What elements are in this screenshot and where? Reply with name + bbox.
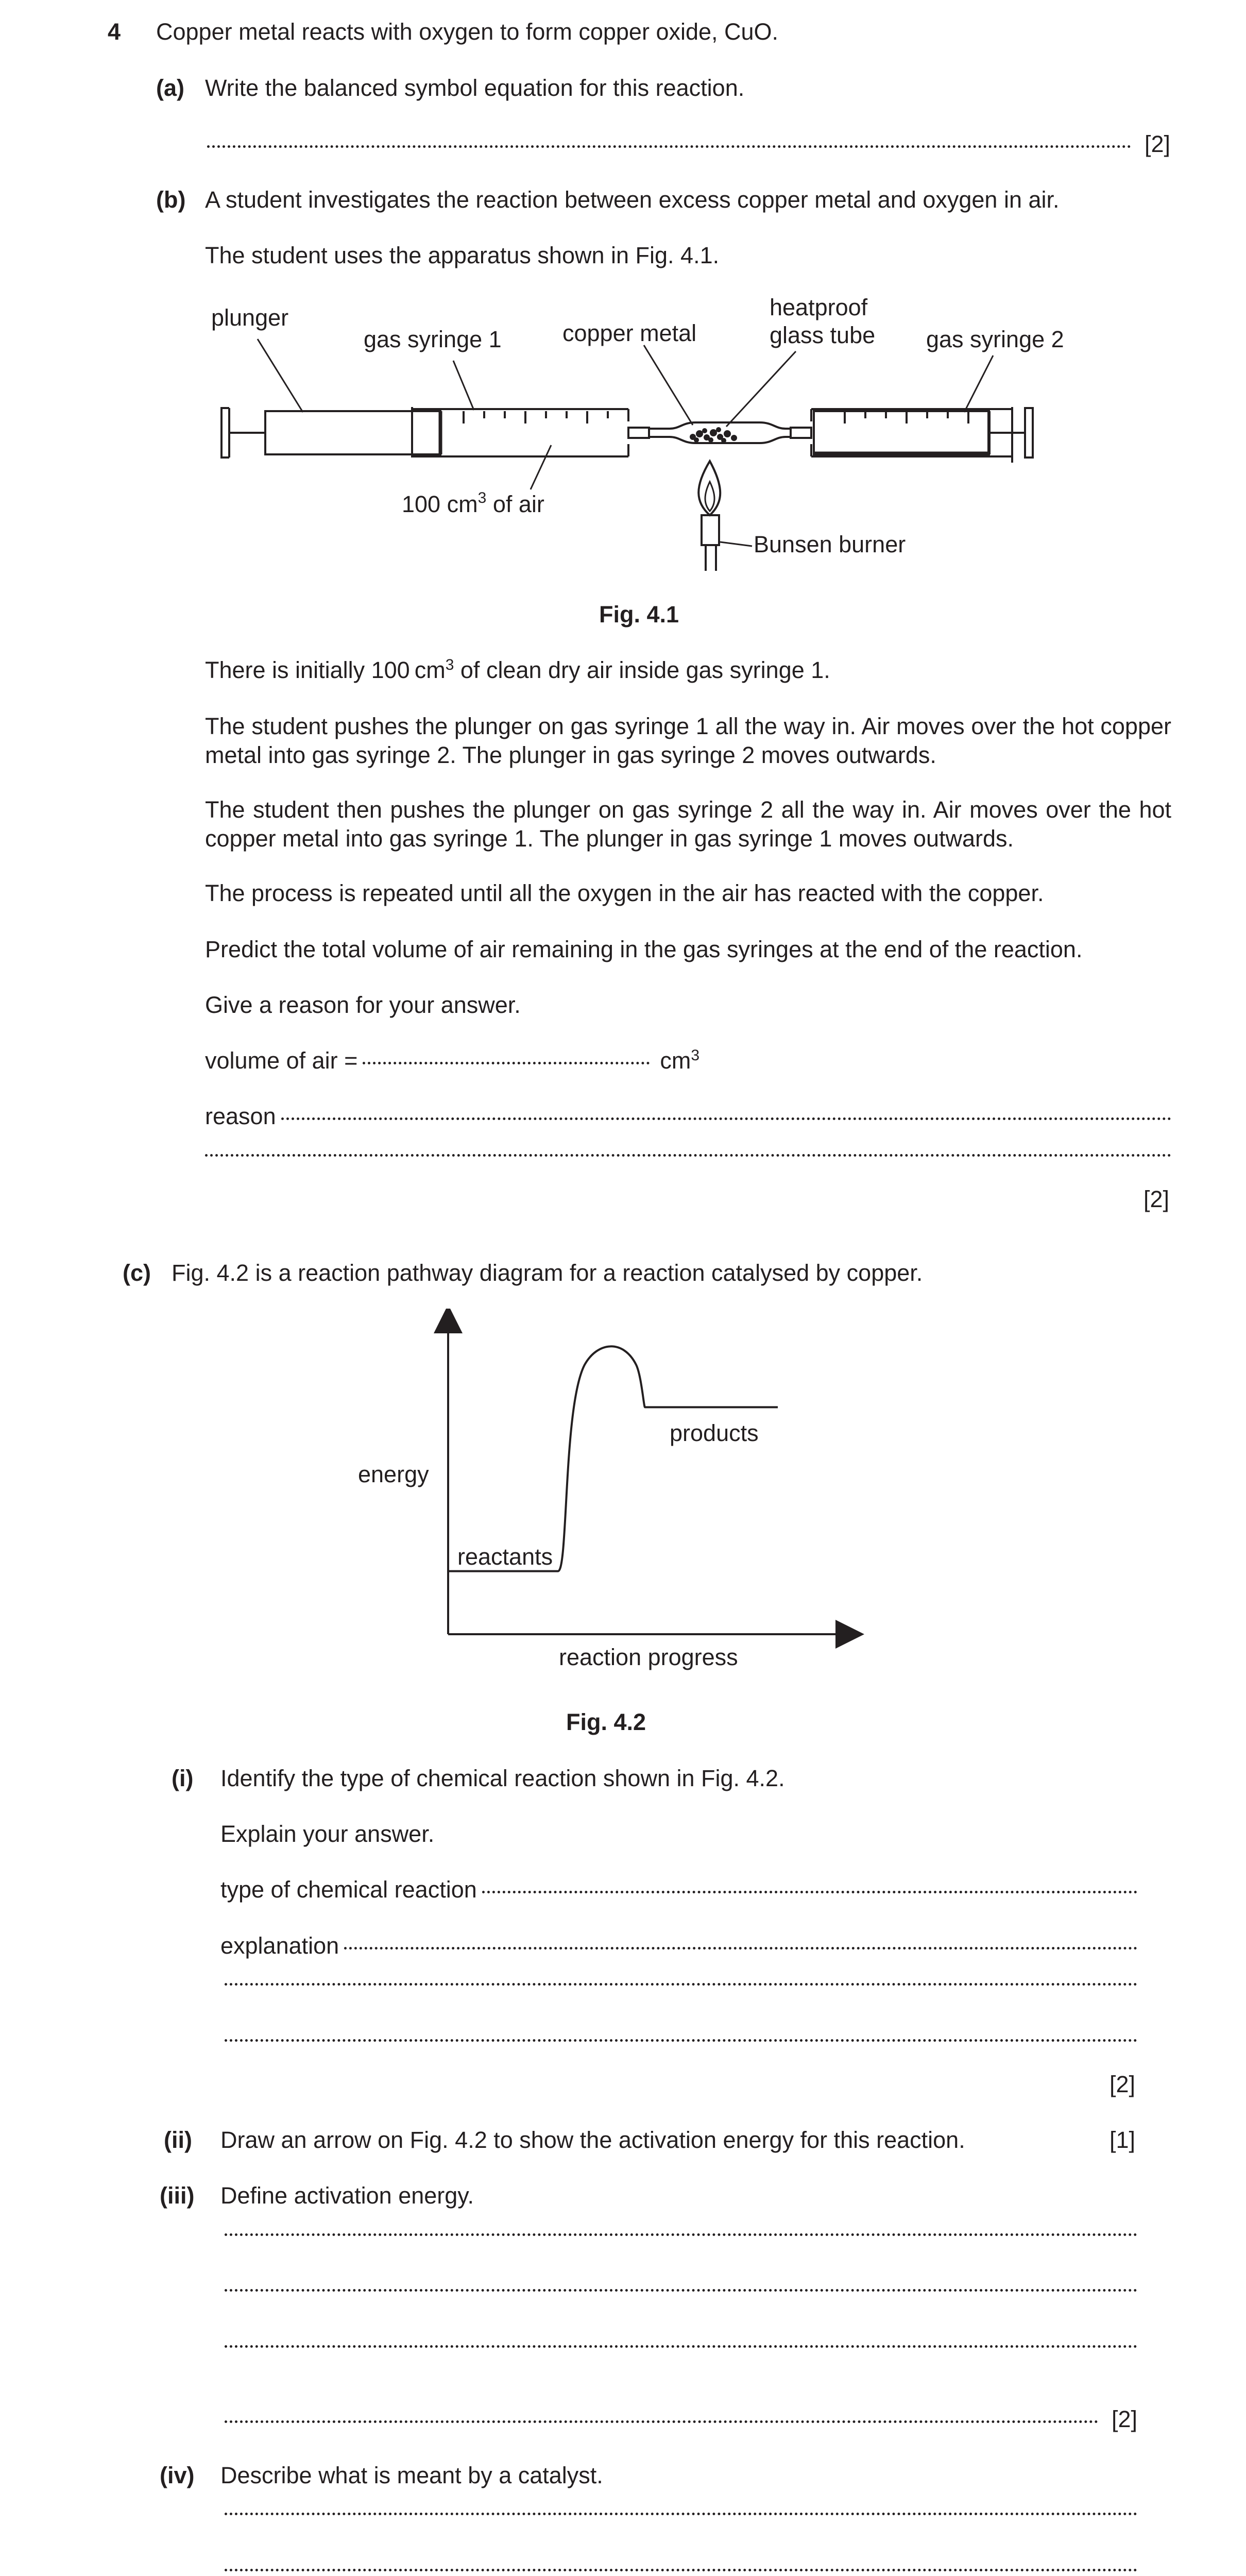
x-axis-label: reaction progress (559, 1644, 738, 1670)
definition-answer-line-3[interactable] (225, 2349, 1137, 2352)
part-a-label: (a) (156, 75, 184, 101)
marks-b: [2] (1143, 1186, 1170, 1212)
type-answer[interactable] (220, 1875, 1137, 1904)
reaction-pathway-diagram (309, 1309, 886, 1680)
paragraph-3: The process is repeated until all the oxygen in the air has reacted with the copper. (205, 880, 1044, 906)
label-heatproof: heatproof (770, 294, 868, 320)
volume-label: volume of air = (205, 1047, 358, 1074)
definition-answer-line-4[interactable] (225, 2405, 1137, 2434)
label-plunger: plunger (211, 304, 289, 331)
plunger-2-handle (1025, 408, 1033, 457)
catalyst-answer-line-1[interactable] (225, 2517, 1137, 2519)
part-a-text: Write the balanced symbol equation for this reaction. (205, 75, 745, 101)
part-c-iii-text: Define activation energy. (220, 2182, 474, 2209)
energy-profile-line (448, 1346, 778, 1571)
label-bunsen-burner: Bunsen burner (754, 531, 906, 557)
copper-metal-pieces (690, 427, 737, 443)
part-b-text1: A student investigates the reaction between excess copper metal and oxygen in air. (205, 187, 1060, 213)
explanation-answer-line-3[interactable] (225, 2043, 1137, 2046)
label-air-volume: 100 $cm^3$ of air (402, 489, 544, 517)
definition-answer-line-1[interactable] (225, 2238, 1137, 2240)
marks-c-iii: [2] (1111, 2406, 1137, 2432)
reason-answer-line-1[interactable] (205, 1102, 1171, 1131)
part-c-ii-label: (ii) (164, 2127, 192, 2153)
part-c-iii-label: (iii) (160, 2182, 195, 2209)
label-gas-syringe-2: gas syringe 2 (926, 326, 1064, 352)
part-c-iv-label: (iv) (160, 2462, 195, 2488)
initial-volume-text: There is initially 100 $cm^3$ of clean dry air inside gas syringe 1. (205, 656, 830, 683)
apparatus-diagram (0, 0, 1246, 608)
question-intro: Copper metal reacts with oxygen to form copper oxide, CuO. (156, 19, 779, 45)
y-axis-label: energy (358, 1461, 429, 1487)
reason-answer-line-2[interactable] (205, 1158, 1171, 1161)
explanation-answer-line-2[interactable] (225, 1987, 1137, 1990)
question-number: 4 (108, 19, 121, 45)
type-label: type of chemical reaction (220, 1876, 477, 1903)
marks-c-i: [2] (1110, 2071, 1136, 2097)
volume-answer[interactable] (205, 1046, 699, 1075)
paragraph-5: Give a reason for your answer. (205, 992, 521, 1018)
reason-label: reason (205, 1103, 276, 1129)
label-glass-tube: glass tube (770, 322, 876, 348)
paragraph-1: The student pushes the plunger on gas syringe 1 all the way in. Air moves over the hot copper metal into gas syringe 2. The plunger in gas syringe 2 moves outwards. (205, 713, 1171, 769)
plunger-1-handle (221, 408, 229, 457)
marks-a: [2] (1144, 131, 1170, 157)
explanation-answer-line-1[interactable] (220, 1931, 1137, 1960)
annotation-products: products (670, 1420, 759, 1446)
part-b-label: (b) (156, 187, 186, 213)
paragraph-4: Predict the total volume of air remaining in the gas syringes at the end of the reaction. (205, 936, 1083, 962)
part-c-label: (c) (123, 1260, 151, 1286)
label-gas-syringe-1: gas syringe 1 (364, 326, 502, 352)
plunger-1-rod (265, 411, 440, 454)
fig-4-2-caption: Fig. 4.2 (566, 1709, 646, 1735)
part-b-text2: The student uses the apparatus shown in Fig. 4.1. (205, 242, 720, 268)
explanation-label: explanation (220, 1933, 339, 1959)
volume-unit: $cm^3$ (660, 1047, 699, 1074)
part-c-text: Fig. 4.2 is a reaction pathway diagram for a reaction catalysed by copper. (172, 1260, 923, 1286)
paragraph-2: The student then pushes the plunger on gas syringe 2 all the way in. Air moves over the hot copper metal into gas syringe 1. The plunger in gas syringe 1 moves outwards. (205, 796, 1171, 852)
catalyst-answer-line-2[interactable] (225, 2573, 1137, 2575)
part-c-i-text1: Identify the type of chemical reaction shown in Fig. 4.2. (220, 1765, 785, 1791)
part-c-i-label: (i) (172, 1765, 194, 1791)
annotation-reactants: reactants (457, 1544, 553, 1570)
definition-answer-line-2[interactable] (225, 2293, 1137, 2296)
part-c-i-text2: Explain your answer. (220, 1821, 435, 1847)
label-copper-metal: copper metal (562, 320, 697, 346)
marks-c-ii: [1] (1110, 2127, 1136, 2153)
part-c-ii-text: Draw an arrow on Fig. 4.2 to show the activation energy for this reaction. (220, 2127, 965, 2153)
fig-4-1-caption: Fig. 4.1 (599, 601, 679, 628)
part-c-iv-text: Describe what is meant by a catalyst. (220, 2462, 603, 2488)
